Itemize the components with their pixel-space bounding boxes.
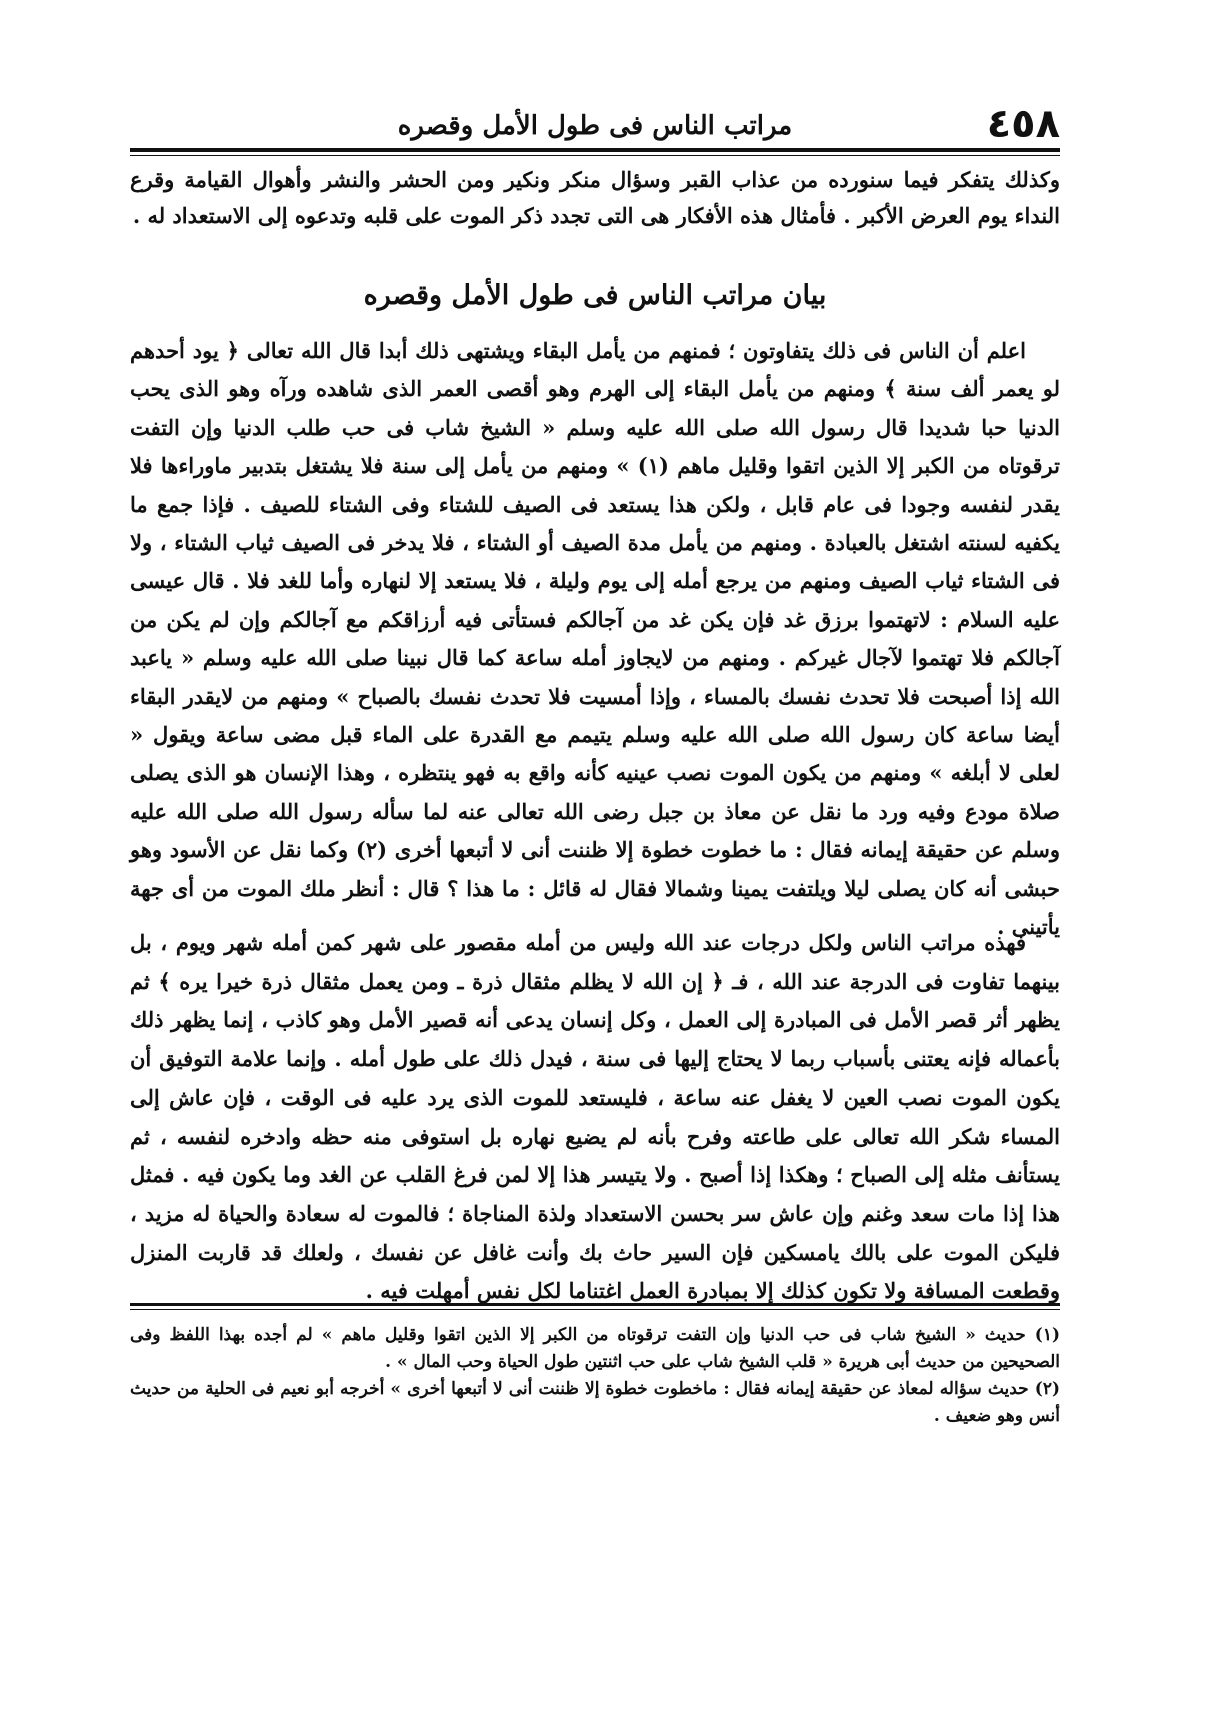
footnote-rule-thin <box>130 1309 1060 1310</box>
paragraph-2-text: فهذه مراتب الناس ولكل درجات عند الله وليس من أمله مقصور على شهر كمن أمله شهر ويوم ، بل بينهما تفاوت فى الدرجة عند الله ، فـ ﴿ إن الله لا يظلم مثقال ذرة ـ ومن يعمل مثقال ذرة خيرا يره ﴾ ثم يظهر أثر قصر الأمل فى المبادرة إلى العمل ، وكل إنسان يدعى أنه قصير الأمل وهو كاذب ، إنما يظهر ذلك بأعماله فإنه يعتنى بأسباب ربما لا يحتاج إليها فى سنة ، فيدل ذلك على طول أمله . وإنما علامة التوفيق أن يكون الموت نصب العين لا يغفل عنه ساعة ، فليستعد للموت الذى يرد عليه فى الوقت ، فإن عاش إلى المساء شكر الله تعالى على طاعته وفرح بأنه لم يضيع نهاره بل استوفى منه حظه وادخره لنفسه ، ثم يستأنف مثله إلى الصباح ؛ وهكذا إذا أصبح . ولا يتيسر هذا إلا لمن فرغ القلب عن الغد وما يكون فيه . فمثل هذا إذا مات سعد وغنم وإن عاش سر بحسن الاستعداد ولذة المناجاة ؛ فالموت له سعادة والحياة له مزيد ، فليكن الموت على بالك يامسكين فإن السير حاث بك وأنت غافل عن نفسك ، ولعلك قد قاربت المنزل وقطعت المسافة ولا تكون كذلك إلا بمبادرة العمل اغتناما لكل نفس أمهلت فيه . <box>130 930 1060 1304</box>
header-rule-thin <box>130 155 1060 156</box>
page-number: ٤٥٨ <box>986 101 1060 147</box>
header-rule <box>130 148 1060 152</box>
footnote-1: (١) حديث « الشيخ شاب فى حب الدنيا وإن التفت ترقوتاه من الكبر إلا الذين اتقوا وقليل ماهم » لم أجده بهذا اللفظ وفى الصحيحين من حديث أبى هريرة « قلب الشيخ شاب على حب اثنتين طول الحياة وحب المال » . <box>130 1325 1060 1372</box>
footnote-rule <box>130 1303 1060 1306</box>
body-paragraph-2 <box>130 924 1060 1311</box>
running-header <box>130 96 1060 156</box>
section-heading: بيان مراتب الناس فى طول الأمل وقصره <box>363 280 827 311</box>
intro-paragraph: وكذلك يتفكر فيما سنورده من عذاب القبر وسؤال منكر ونكير ومن الحشر والنشر وأهوال القيامة وقرع النداء يوم العرض الأكبر . فأمثال هذه الأفكار هى التى تجدد ذكر الموت على قلبه وتدعوه إلى الاستعداد له . <box>130 167 1060 228</box>
footnote-2: (٢) حديث سؤاله لمعاذ عن حقيقة إيمانه فقال : ماخطوت خطوة إلا ظننت أنى لا أتبعها أخرى » أخرجه أبو نعيم فى الحلية من حديث أنس وهو ضعيف . <box>130 1379 1060 1426</box>
body-paragraph-1 <box>130 332 1060 947</box>
running-title: مراتب الناس فى طول الأمل وقصره <box>397 111 793 141</box>
paragraph-1-text: اعلم أن الناس فى ذلك يتفاوتون ؛ فمنهم من يأمل البقاء ويشتهى ذلك أبدا قال الله تعالى ﴿ يود أحدهم لو يعمر ألف سنة ﴾ ومنهم من يأمل البقاء إلى الهرم وهو أقصى العمر الذى شاهده ورآه وهو الذى يحب الدنيا حبا شديدا قال رسول الله صلى الله عليه وسلم « الشيخ شاب فى حب طلب الدنيا وإن التفت ترقوتاه من الكبر إلا الذين اتقوا وقليل ماهم (١) » ومنهم من يأمل إلى سنة فلا يشتغل بتدبير ماوراءها فلا يقدر لنفسه وجودا فى عام قابل ، ولكن هذا يستعد فى الصيف للشتاء وفى الشتاء للصيف . فإذا جمع ما يكفيه لسنته اشتغل بالعبادة . ومنهم من يأمل مدة الصيف أو الشتاء ، فلا يدخر فى الصيف ثياب الشتاء ، ولا فى الشتاء ثياب الصيف ومنهم من يرجع أمله إلى يوم وليلة ، فلا يستعد إلا لنهاره وأما للغد فلا . قال عيسى عليه السلام : لاتهتموا برزق غد فإن يكن غد من آجالكم فستأتى فيه أرزاقكم مع آجالكم وإن لم يكن من آجالكم فلا تهتموا لآجال غيركم . ومنهم من لايجاوز أمله ساعة كما قال نبينا صلى الله عليه وسلم « ياعبد الله إذا أصبحت فلا تحدث نفسك بالمساء ، وإذا أمسيت فلا تحدث نفسك بالصباح » ومنهم من لايقدر البقاء أيضا ساعة كان رسول الله صلى الله عليه وسلم يتيمم مع القدرة على الماء قبل مضى ساعة ويقول « لعلى لا أبلغه » ومنهم من يكون الموت نصب عينيه كأنه واقع به فهو ينتظره ، وهذا الإنسان هو الذى يصلى صلاة مودع وفيه ورد ما نقل عن معاذ بن جبل رضى الله تعالى عنه لما سأله رسول الله صلى الله عليه وسلم عن حقيقة إيمانه فقال : ما خطوت خطوة إلا ظننت أنى لا أتبعها أخرى (٢) وكما نقل عن الأسود وهو حبشى أنه كان يصلى ليلا ويلتفت يمينا وشمالا فقال له قائل : ما هذا ؟ قال : أنظر ملك الموت من أى جهة يأتينى . <box>130 338 1061 940</box>
footnotes <box>130 1322 1060 1430</box>
